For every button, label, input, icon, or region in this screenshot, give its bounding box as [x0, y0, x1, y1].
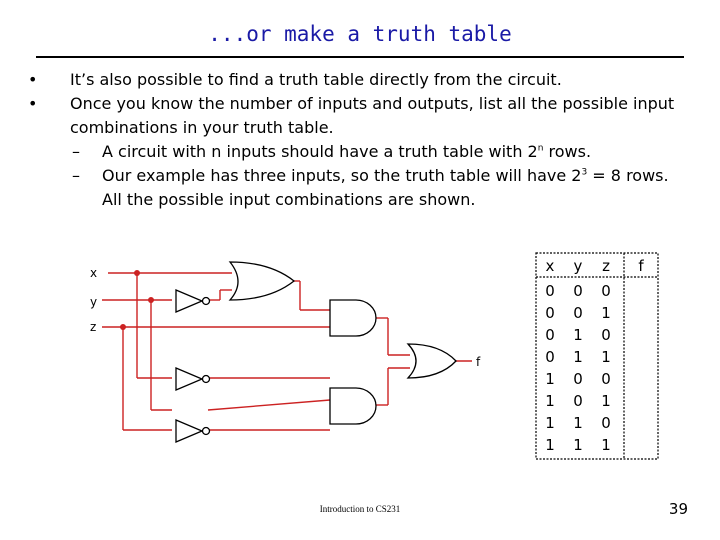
table-cell: 1 — [545, 370, 555, 388]
header-cell: f — [638, 257, 644, 275]
table-cell: 0 — [573, 304, 583, 322]
footer-text: Introduction to CS231 — [319, 504, 401, 514]
table-cell: 1 — [545, 436, 555, 454]
not-bubble — [203, 376, 210, 383]
table-cell: 1 — [573, 348, 583, 366]
and-gate — [330, 388, 376, 424]
sub-bullet-text-end: = 8 rows. All the possible input combinations are shown. — [102, 166, 669, 209]
not-gate — [176, 368, 202, 390]
or-gate — [408, 344, 456, 378]
table-cell: 1 — [601, 436, 611, 454]
table-cell: 0 — [573, 282, 583, 300]
sub-bullet-item — [28, 140, 688, 164]
header-cell: x — [545, 257, 555, 275]
truth-table — [535, 252, 660, 462]
sub-bullet-text: A circuit with n inputs should have a truth table with 2 — [102, 142, 538, 161]
input-label-z: z — [90, 320, 97, 334]
header-cell: z — [602, 257, 610, 275]
table-cell: 0 — [601, 414, 611, 432]
table-cell: 0 — [545, 282, 555, 300]
sub-bullet-marker: – — [72, 142, 80, 161]
table-cell: 1 — [573, 414, 583, 432]
bullet-marker: • — [28, 94, 38, 113]
table-cell: 0 — [545, 348, 555, 366]
input-label-x: x — [90, 266, 98, 280]
table-cell: 1 — [601, 304, 611, 322]
bullet-item — [28, 68, 688, 92]
not-gate — [176, 290, 202, 312]
superscript: 3 — [581, 167, 588, 178]
table-cell: 0 — [573, 370, 583, 388]
table-cell: 1 — [573, 326, 583, 344]
table-cell: 0 — [601, 326, 611, 344]
circuit-diagram — [80, 250, 500, 470]
table-cell: 1 — [601, 348, 611, 366]
bullet-list — [28, 68, 688, 212]
and-gate — [330, 300, 376, 336]
page-number: 39 — [668, 500, 688, 518]
sub-bullet-text-end: rows. — [543, 142, 592, 161]
table-cell: 0 — [601, 282, 611, 300]
bullet-marker: • — [28, 70, 38, 89]
table-cell: 1 — [545, 414, 555, 432]
output-label-f: f — [476, 355, 481, 369]
sub-bullet-text: Our example has three inputs, so the truth table will have 2 — [102, 166, 582, 185]
header-cell: y — [573, 257, 583, 275]
table-cell: 1 — [573, 436, 583, 454]
not-bubble — [203, 428, 210, 435]
not-gate — [176, 420, 202, 442]
table-cell: 0 — [545, 326, 555, 344]
sub-bullet-item — [28, 164, 688, 212]
or-gate — [230, 262, 294, 300]
bullet-item — [28, 92, 688, 140]
table-cell: 1 — [545, 392, 555, 410]
bullet-text: It’s also possible to find a truth table directly from the circuit. — [70, 70, 562, 89]
not-bubble — [203, 298, 210, 305]
table-cell: 0 — [601, 370, 611, 388]
table-cell: 0 — [545, 304, 555, 322]
bullet-text: Once you know the number of inputs and outputs, list all the possible input combinations in your truth table. — [70, 94, 675, 137]
input-label-y: y — [90, 295, 98, 309]
table-cell: 0 — [573, 392, 583, 410]
slide-title: ...or make a truth table — [208, 22, 512, 46]
sub-bullet-marker: – — [72, 166, 80, 185]
table-cell: 1 — [601, 392, 611, 410]
title-rule — [36, 56, 684, 58]
superscript: n — [537, 143, 544, 154]
